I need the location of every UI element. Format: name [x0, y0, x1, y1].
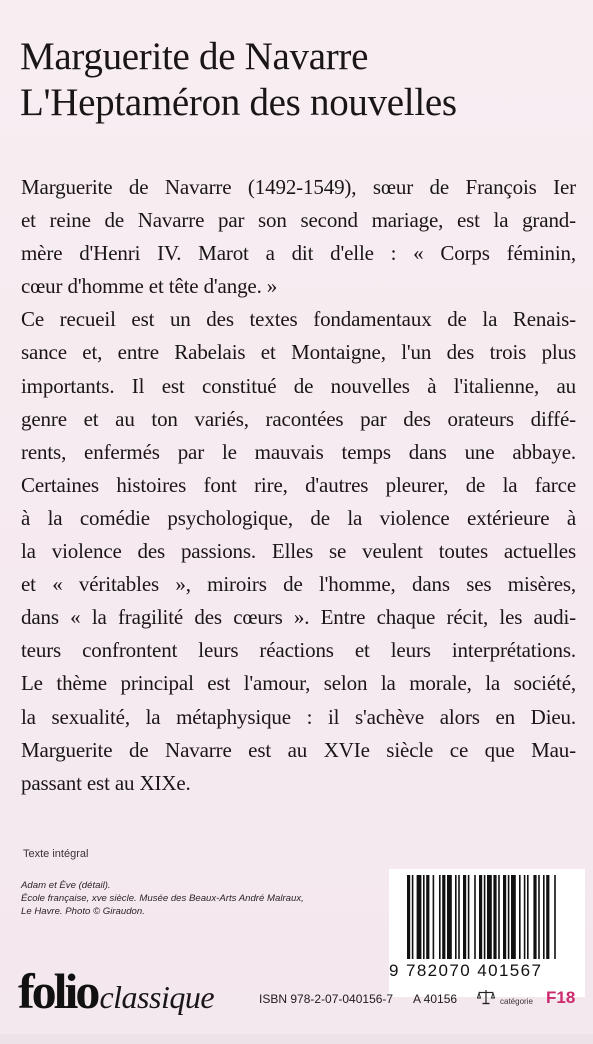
author-name: Marguerite de Navarre — [20, 35, 369, 78]
barcode-bar — [433, 875, 435, 959]
logo-folio-text: folio — [18, 963, 98, 1019]
blurb-line: Ce recueil est un des textes fondamentaux de la Renais- — [21, 307, 576, 332]
barcode-bar — [546, 875, 549, 959]
barcode-bar — [484, 875, 486, 959]
blurb-line: et « véritables », miroirs de l'homme, dans ses misères, — [21, 572, 576, 597]
blurb-line: et reine de Navarre par son second mariage, est la grand- — [21, 208, 576, 233]
blurb-line: cœur d'homme et tête d'ange. » — [21, 274, 278, 299]
credit-line: Adam et Ève (détail). — [21, 880, 111, 891]
folio-classique-logo — [18, 962, 214, 1026]
title-block — [20, 34, 580, 126]
blurb-line: Marguerite de Navarre est au XVIe siècle ce que Mau- — [21, 737, 576, 762]
barcode-bar — [468, 875, 470, 959]
barcode-bar — [487, 875, 492, 959]
barcode-bar — [423, 875, 425, 959]
barcode-bar — [479, 875, 482, 959]
catalog-code: A 40156 — [413, 992, 458, 1006]
barcode-bar — [498, 875, 500, 959]
texte-integral-label: Texte intégral — [23, 848, 89, 860]
barcode-bar — [442, 875, 445, 959]
barcode-bar — [543, 875, 545, 959]
barcode-bar — [519, 875, 521, 959]
blurb-line: importants. Il est constitué de nouvelles à l'italienne, au — [21, 373, 576, 398]
blurb-line: rents, enfermés par le mauvais temps dans une abbaye. — [21, 439, 576, 464]
blurb-line: Le thème principal est l'amour, selon la morale, la société, — [21, 671, 576, 696]
barcode-bar — [508, 875, 510, 959]
blurb-line: mère d'Henri IV. Marot a dit d'elle : « Corps féminin, — [21, 241, 576, 266]
blurb-line: dans « la fragilité des cœurs ». Entre chaque récit, les audi- — [21, 605, 576, 630]
blurb-line: la sexualité, la métaphysique : il s'achève alors en Dieu. — [21, 704, 576, 729]
barcode-bar — [524, 875, 526, 959]
barcode-bar — [527, 875, 529, 959]
barcode-bar — [463, 875, 466, 959]
barcode-bar — [417, 875, 422, 959]
barcode-bar — [458, 875, 460, 959]
barcode-bar — [503, 875, 506, 959]
blurb-line: Marguerite de Navarre (1492-1549), sœur de François Ier — [21, 175, 576, 199]
isbn: ISBN 978-2-07-040156-7 — [259, 992, 394, 1006]
barcode-number: 9 782070 401567 — [389, 961, 543, 980]
blurb-line: passant est au XIXe. — [21, 770, 191, 795]
barcode-bars — [389, 869, 585, 961]
barcode-bar — [511, 875, 516, 959]
scales-icon — [477, 989, 495, 1005]
barcode-bar — [407, 875, 410, 959]
barcode-bar — [474, 875, 476, 959]
blurb-line: Certaines histoires font rire, d'autres pleurer, de la farce — [21, 472, 576, 497]
credit-line: Le Havre. Photo © Giraudon. — [21, 906, 145, 917]
blurb-line: genre et au ton variés, racontées par des orateurs diffé- — [21, 406, 576, 431]
blurb-text — [21, 171, 576, 800]
logo-classique-text: classique — [99, 979, 215, 1015]
barcode-bar — [447, 875, 452, 959]
barcode-bar — [493, 875, 496, 959]
bottom-edge — [0, 1034, 593, 1044]
barcode-bar — [412, 875, 414, 959]
barcode-bar — [426, 875, 429, 959]
barcode-bar — [554, 875, 556, 959]
image-credits — [21, 879, 304, 918]
barcode — [389, 869, 585, 997]
blurb-line: la violence des passions. Elles se veulent toutes actuelles — [21, 539, 576, 564]
barcode-bar — [455, 875, 457, 959]
barcode-bar — [538, 875, 540, 959]
blurb-line: à la comédie psychologique, de la violence extérieure à — [21, 505, 576, 530]
credit-line: École française, xve siècle. Musée des Beaux-Arts André Malraux, — [21, 893, 304, 904]
categorie-value: F18 — [546, 988, 576, 1007]
barcode-bar — [533, 875, 536, 959]
blurb-line: teurs confrontent leurs réactions et leurs interprétations. — [21, 638, 576, 663]
categorie-label: catégorie — [500, 997, 533, 1006]
blurb-line: sance et, entre Rabelais et Montaigne, l'un des trois plus — [21, 340, 576, 365]
book-title: L'Heptaméron des nouvelles — [20, 81, 457, 124]
barcode-bar — [439, 875, 441, 959]
